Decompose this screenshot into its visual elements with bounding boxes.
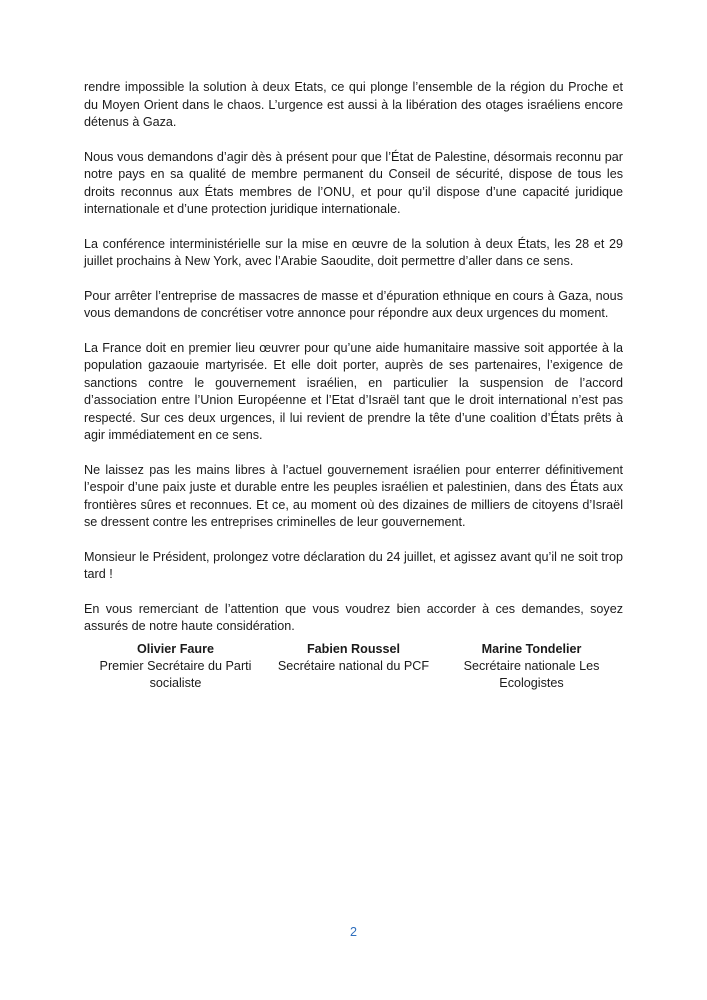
signatory-name: Fabien Roussel xyxy=(306,642,401,656)
paragraph: Pour arrêter l’entreprise de massacres de masse et d’épuration ethnique en cours à Gaza, nous vous demandons de concrétiser votre annonce pour répondre aux deux urgences du moment. xyxy=(84,288,623,320)
signatory-title: socialiste xyxy=(149,676,202,690)
signatory xyxy=(88,641,263,692)
signatory-name: Olivier Faure xyxy=(137,642,214,656)
paragraph: La conférence interministérielle sur la mise en œuvre de la solution à deux États, les 28 et 29 juillet prochains à New York, avec l’Arabie Saoudite, doit permettre d’aller dans ce sens. xyxy=(84,236,623,268)
page-number: 2 xyxy=(349,925,357,939)
paragraph: En vous remerciant de l’attention que vous voudrez bien accorder à ces demandes, soyez assurés de notre haute considération. xyxy=(84,601,623,633)
paragraph: Nous vous demandons d’agir dès à présent pour que l’État de Palestine, désormais reconnu par notre pays en sa qualité de membre permanent du Conseil de sécurité, dispose de tous les droits reconnus aux États membres de l’ONU, et pour qu’il dispose d’une capacité juridique internationale et d’une protection juridique internationale. xyxy=(84,149,623,216)
signatory-title: Premier Secrétaire du Parti xyxy=(99,659,252,673)
paragraph: La France doit en premier lieu œuvrer pour qu’une aide humanitaire massive soit apportée à la population gazaouie martyrisée. Et elle doit porter, auprès de ses partenaires, l’exigence de sanctions contre le gouvernement israélien, en particulier la suspension de l’accord d’association entre l’Union Européenne et l’Etat d’Israël tant que le droit international n’est pas respecté. Sur ces deux urgences, il lui revient de prendre la tête d’une coalition d’États prêts à agir immédiatement en ce sens. xyxy=(84,340,623,442)
signature-block xyxy=(84,641,623,701)
paragraph: Monsieur le Président, prolongez votre déclaration du 24 juillet, et agissez avant qu’il ne soit trop tard ! xyxy=(84,549,623,581)
signatory-title: Ecologistes xyxy=(499,676,564,690)
signatory-title: Secrétaire national du PCF xyxy=(277,659,430,673)
letter-body xyxy=(84,79,623,653)
paragraph: rendre impossible la solution à deux Etats, ce qui plonge l’ensemble de la région du Proche et du Moyen Orient dans le chaos. L’urgence est aussi à la libération des otages israéliens encore détenus à Gaza. xyxy=(84,80,623,129)
signatory-title: Secrétaire nationale Les xyxy=(463,659,600,673)
signatory xyxy=(444,641,619,692)
paragraph: Ne laissez pas les mains libres à l’actuel gouvernement israélien pour enterrer définitivement l’espoir d’une paix juste et durable entre les peuples israélien et palestinien, dans des États aux frontières sûres et reconnues. Et ce, au moment où des dizaines de milliers de citoyens d’Israël se dressent contre les entreprises criminelles de leur gouvernement. xyxy=(84,462,623,529)
signatory-name: Marine Tondelier xyxy=(481,642,582,656)
signatory xyxy=(266,641,441,675)
